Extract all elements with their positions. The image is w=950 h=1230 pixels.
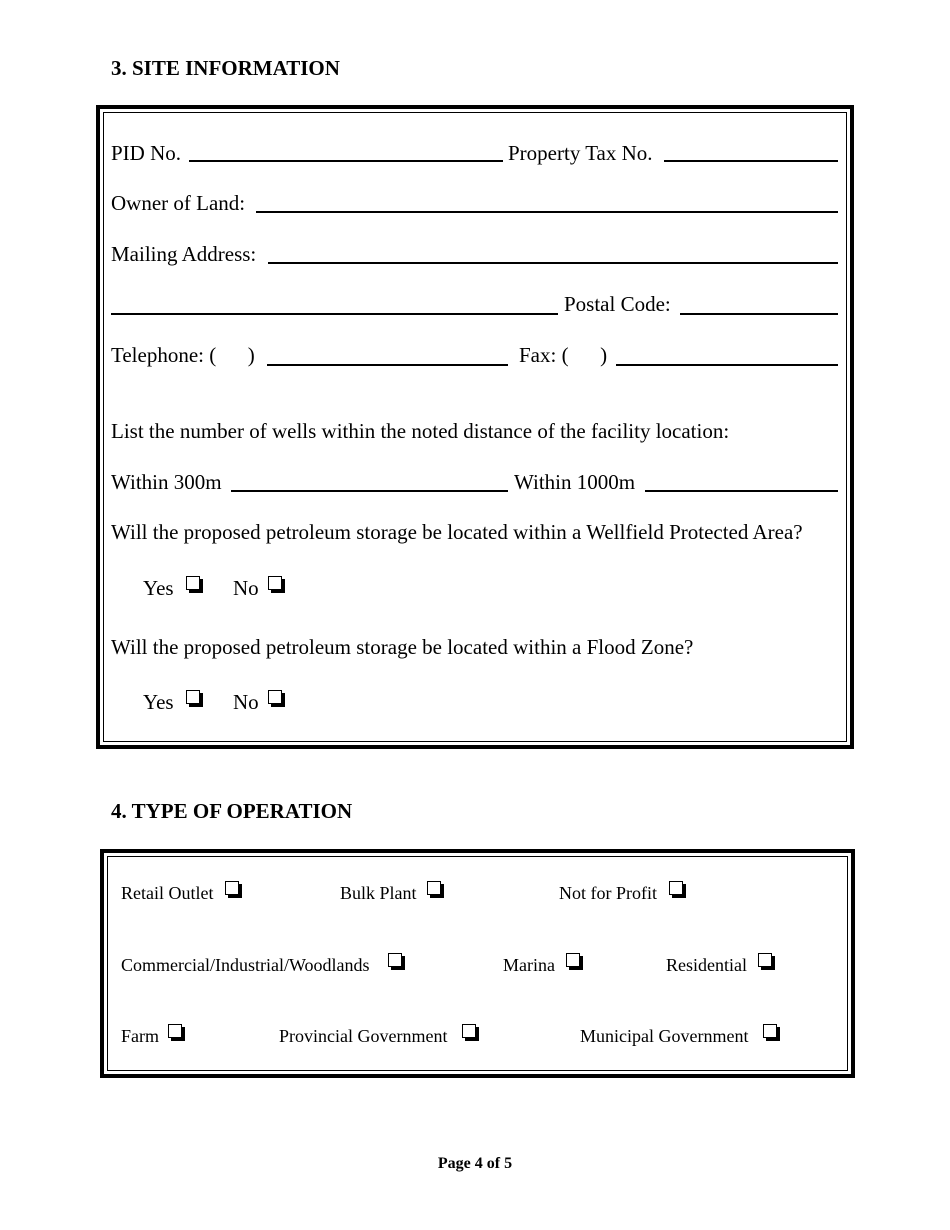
postal-code-field[interactable] bbox=[680, 313, 838, 315]
within-300m-field[interactable] bbox=[231, 490, 508, 492]
wellfield-no-label: No bbox=[233, 576, 259, 600]
mailing-address-field[interactable] bbox=[268, 262, 838, 264]
within-1000m-field[interactable] bbox=[645, 490, 838, 492]
telephone-field[interactable] bbox=[267, 364, 508, 366]
retail-outlet-checkbox[interactable] bbox=[225, 881, 239, 895]
option-label-bulk-plant: Bulk Plant bbox=[340, 883, 417, 903]
telephone-label: Telephone: ( ) bbox=[111, 343, 255, 367]
flood-no-label: No bbox=[233, 690, 259, 714]
property-tax-label: Property Tax No. bbox=[508, 141, 653, 165]
pid-field[interactable] bbox=[189, 160, 503, 162]
wellfield-yes-label: Yes bbox=[143, 576, 174, 600]
option-label-residential: Residential bbox=[666, 955, 747, 975]
wellfield-question: Will the proposed petroleum storage be located within a Wellfield Protected Area? bbox=[111, 520, 803, 544]
option-label-farm: Farm bbox=[121, 1026, 159, 1046]
fax-field[interactable] bbox=[616, 364, 838, 366]
provincial-government-checkbox[interactable] bbox=[462, 1024, 476, 1038]
option-label-retail-outlet: Retail Outlet bbox=[121, 883, 214, 903]
bulk-plant-checkbox[interactable] bbox=[427, 881, 441, 895]
owner-field[interactable] bbox=[256, 211, 838, 213]
not-for-profit-checkbox[interactable] bbox=[669, 881, 683, 895]
flood-zone-question: Will the proposed petroleum storage be located within a Flood Zone? bbox=[111, 635, 694, 659]
option-label-marina: Marina bbox=[503, 955, 555, 975]
farm-checkbox[interactable] bbox=[168, 1024, 182, 1038]
flood-yes-label: Yes bbox=[143, 690, 174, 714]
wellfield-yes-checkbox[interactable] bbox=[186, 576, 200, 590]
mailing-address-label: Mailing Address: bbox=[111, 242, 257, 266]
flood-no-checkbox[interactable] bbox=[268, 690, 282, 704]
option-label-municipal-government: Municipal Government bbox=[580, 1026, 749, 1046]
postal-code-label: Postal Code: bbox=[564, 292, 671, 316]
property-tax-field[interactable] bbox=[664, 160, 838, 162]
section-3-heading: 3. SITE INFORMATION bbox=[111, 56, 340, 80]
page-number: Page 4 of 5 bbox=[437, 1155, 513, 1172]
owner-label: Owner of Land: bbox=[111, 191, 246, 215]
mailing-address-line2-field[interactable] bbox=[111, 313, 558, 315]
flood-yes-checkbox[interactable] bbox=[186, 690, 200, 704]
within-1000m-label: Within 1000m bbox=[514, 470, 636, 494]
within-300m-label: Within 300m bbox=[111, 470, 222, 494]
pid-label: PID No. bbox=[111, 141, 182, 165]
commercial-industrial-woodlands-checkbox[interactable] bbox=[388, 953, 402, 967]
option-label-not-for-profit: Not for Profit bbox=[559, 883, 657, 903]
wellfield-no-checkbox[interactable] bbox=[268, 576, 282, 590]
marina-checkbox[interactable] bbox=[566, 953, 580, 967]
wells-prompt: List the number of wells within the noted distance of the facility location: bbox=[111, 419, 730, 443]
section-4-heading: 4. TYPE OF OPERATION bbox=[111, 799, 353, 823]
option-label-provincial-government: Provincial Government bbox=[279, 1026, 448, 1046]
fax-label: Fax: ( ) bbox=[519, 343, 608, 367]
residential-checkbox[interactable] bbox=[758, 953, 772, 967]
municipal-government-checkbox[interactable] bbox=[763, 1024, 777, 1038]
option-label-commercial: Commercial/Industrial/Woodlands bbox=[121, 955, 370, 975]
